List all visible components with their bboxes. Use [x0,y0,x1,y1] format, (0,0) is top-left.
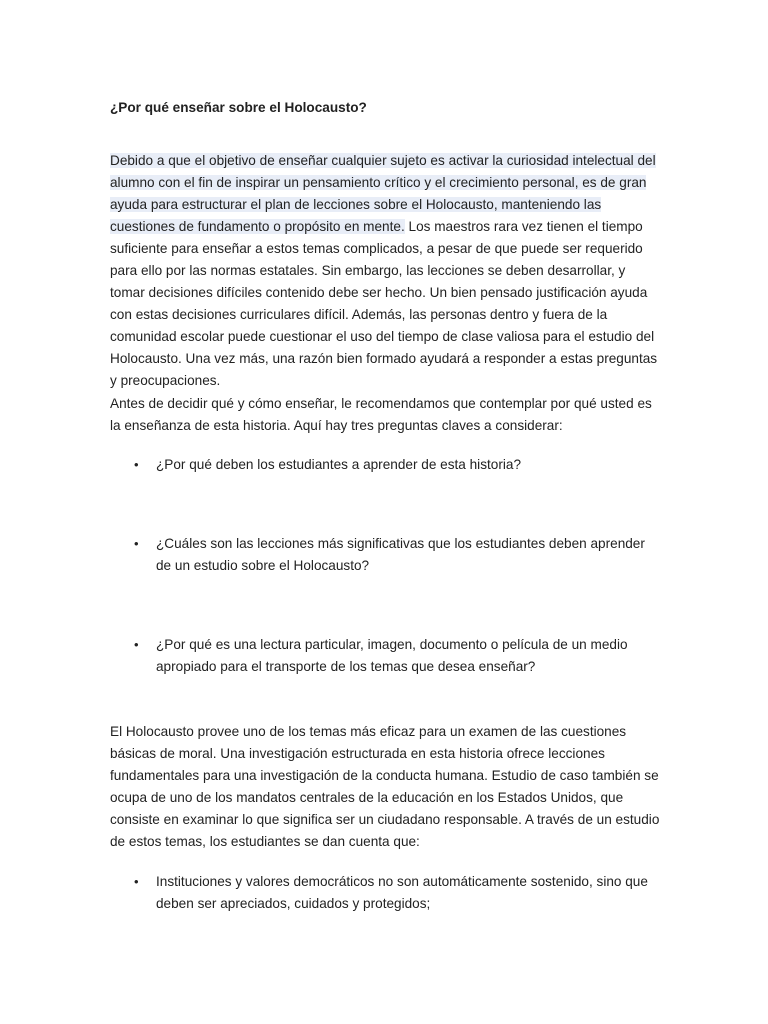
bullet-icon: • [134,536,139,551]
paragraph-holocaust-lessons: El Holocausto provee uno de los temas más eficaz para un examen de las cuestiones básicas de moral. Una investigación estructurada en esta historia ofrece lecciones fundamentales para una investigación de la conducta humana. Estudio de caso también se ocupa de uno de los mandatos centrales de la educación en los Estados Unidos, que consiste en examinar lo que significa ser un ciudadano responsable. A través de un estudio de estos temas, los estudiantes se dan cuenta que: [110,724,660,849]
paragraph-intro-rest: Los maestros rara vez tienen el tiempo suficiente para enseñar a estos temas complicados, a pesar de que puede ser requerido para ello por las normas estatales. Sin embargo, las lecciones se deben desarrollar, y tomar decisiones difíciles contenido debe ser hecho. Un bien pensado justificación ayuda con estas decisiones curriculares difícil. Además, las personas dentro y fuera de la comunidad escolar puede cuestionar el uso del tiempo de clase valiosa para el estudio del Holocausto. Una vez más, una razón bien formado ayudará a responder a estas preguntas y preocupaciones. [110,219,658,388]
bullet-icon: • [134,457,139,472]
highlighted-text[interactable]: Debido a que el objetivo de enseñar cualquier sujeto es activar la curiosidad intelectual del alumno con el fin de inspirar un pensamiento crítico y el crecimiento personal, es de gran ayuda para estructurar el plan de lecciones sobre el Holocausto, manteniendo las cuestiones de fundamento o propósito en mente. [110,153,656,234]
paragraph-intro [110,150,662,392]
list-item-question-1 [110,454,650,476]
document-title: ¿Por qué enseñar sobre el Holocausto? [110,100,367,115]
list-item-text: Instituciones y valores democráticos no son automáticamente sostenido, sino que deben ser apreciados, cuidados y protegidos; [156,874,648,911]
list-item-text: ¿Por qué es una lectura particular, imagen, documento o película de un medio apropiado para el transporte de los temas que desea enseñar? [156,637,628,674]
bullet-icon: • [134,874,139,889]
list-item-realization-1 [110,871,650,915]
list-item-question-2 [110,533,650,577]
list-item-question-3 [110,634,650,678]
bullet-icon: • [134,637,139,652]
paragraph-questions-intro: Antes de decidir qué y cómo enseñar, le recomendamos que contemplar por qué usted es la enseñanza de esta historia. Aquí hay tres preguntas claves a considerar: [110,396,652,433]
list-item-text: ¿Cuáles son las lecciones más significativas que los estudiantes deben aprender de un estudio sobre el Holocausto? [156,536,645,573]
list-item-text: ¿Por qué deben los estudiantes a aprender de esta historia? [156,457,522,472]
